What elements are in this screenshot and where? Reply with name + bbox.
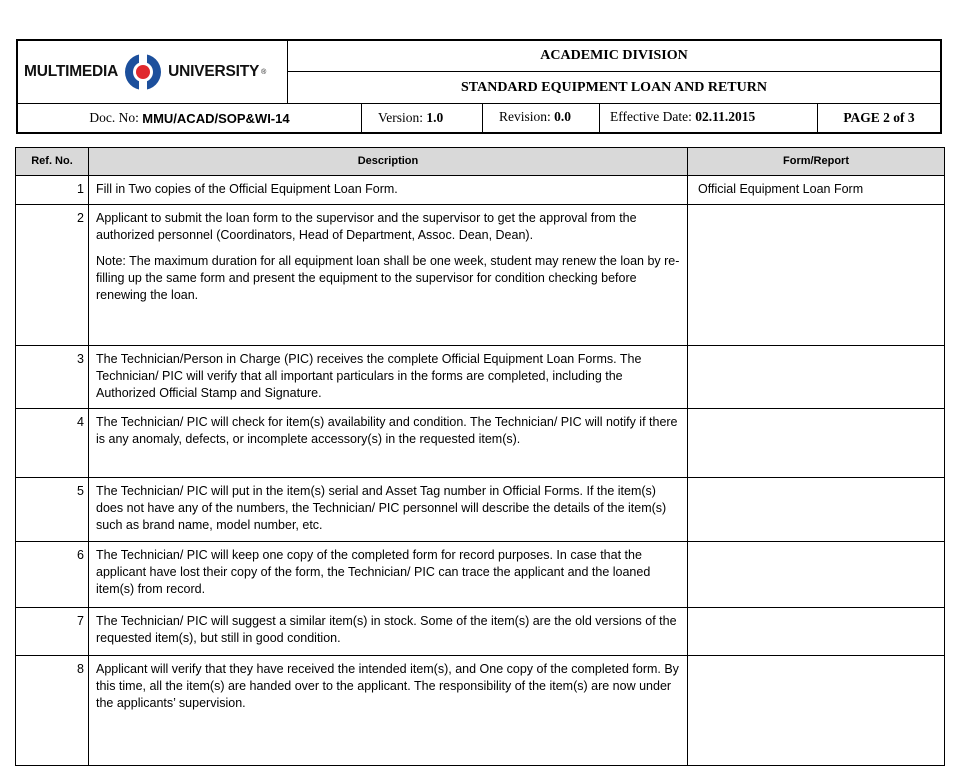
logo-text-right: UNIVERSITY (168, 63, 260, 80)
step-text: Fill in Two copies of the Official Equipment Loan Form. (96, 182, 398, 196)
description-cell (89, 478, 688, 542)
effective-date-label: Effective Date: (610, 109, 692, 124)
description-cell (89, 409, 688, 478)
step-note: Note: The maximum duration for all equipment loan shall be one week, student may renew the loan by re-filling up the same form and present the equipment to the supervisor for condition checking before renewing the loan. (96, 254, 680, 302)
effective-date-cell (599, 104, 817, 132)
table-row (16, 409, 945, 478)
ref-cell: 1 (16, 176, 89, 205)
form-cell (688, 542, 945, 608)
form-cell (688, 346, 945, 409)
ref-cell: 5 (16, 478, 89, 542)
step-text: The Technician/Person in Charge (PIC) receives the complete Official Equipment Loan Forms. The Technician/ PIC will verify that all important particulars in the forms are completed, including the Authorized Official Stamp and Signature. (96, 352, 642, 400)
effective-date-value: 02.11.2015 (695, 109, 756, 124)
university-logo (24, 51, 266, 93)
doc-number-value: MMU/ACAD/SOP&WI-14 (142, 110, 290, 126)
description-cell (89, 346, 688, 409)
description-cell (89, 176, 688, 205)
version-value: 1.0 (426, 110, 444, 125)
ref-cell: 2 (16, 205, 89, 346)
column-header-description: Description (89, 148, 688, 176)
document-header (16, 39, 942, 134)
description-cell (89, 608, 688, 656)
description-cell (89, 542, 688, 608)
table-row (16, 608, 945, 656)
form-cell (688, 478, 945, 542)
logo-text-left: MULTIMEDIA (24, 63, 119, 80)
doc-number-cell (18, 104, 361, 132)
page-number: PAGE 2 of 3 (817, 104, 940, 132)
form-cell (688, 656, 945, 766)
table-row (16, 478, 945, 542)
document-title: STANDARD EQUIPMENT LOAN AND RETURN (461, 80, 767, 95)
column-header-form: Form/Report (688, 148, 945, 176)
step-text: Applicant will verify that they have received the intended item(s), and One copy of the completed form. By this time, all the item(s) are handed over to the applicant. The responsibility of the item(s) are now under the applicants’ supervision. (96, 662, 679, 710)
procedure-table (15, 147, 945, 766)
description-cell (89, 656, 688, 766)
step-text: Applicant to submit the loan form to the supervisor and the supervisor to get the approval from the authorized personnel (Coordinators, Head of Department, Assoc. Dean, Dean). (96, 211, 637, 242)
revision-label: Revision: (499, 109, 551, 124)
ref-cell: 7 (16, 608, 89, 656)
revision-cell (482, 104, 599, 132)
ref-cell: 3 (16, 346, 89, 409)
table-row (16, 205, 945, 346)
document-meta-row (18, 103, 940, 132)
form-cell (688, 205, 945, 346)
description-cell (89, 205, 688, 346)
column-header-ref: Ref. No. (16, 148, 89, 176)
table-row (16, 176, 945, 205)
form-cell: Official Equipment Loan Form (688, 176, 945, 205)
step-text: The Technician/ PIC will suggest a similar item(s) in stock. Some of the item(s) are the old versions of the requested item(s), but still in good condition. (96, 614, 677, 645)
division-title: ACADEMIC DIVISION (288, 41, 940, 72)
ref-cell: 8 (16, 656, 89, 766)
step-text: The Technician/ PIC will check for item(s) availability and condition. The Technician/ PIC will notify if there is any anomaly, defects, or incomplete accessory(s) in the requested item(s). (96, 415, 678, 446)
form-cell (688, 409, 945, 478)
version-label: Version: (378, 110, 423, 125)
revision-value: 0.0 (554, 109, 572, 124)
table-header-row (16, 148, 945, 176)
table-row (16, 542, 945, 608)
logo-cell (18, 41, 288, 103)
form-cell (688, 608, 945, 656)
step-text: The Technician/ PIC will put in the item(s) serial and Asset Tag number in Official Forms. If the item(s) does not have any of the numbers, the Technician/ PIC personnel will describe the details of the item(s) such as brand name, model number, etc. (96, 484, 667, 532)
step-text: The Technician/ PIC will keep one copy of the completed form for record purposes. In case that the applicant have lost their copy of the form, the Technician/ PIC can trace the applicant and the loaned item(s) from record. (96, 548, 651, 596)
mmu-emblem-icon (122, 51, 164, 93)
table-row (16, 656, 945, 766)
doc-number-label: Doc. No: (89, 110, 139, 125)
registered-mark: ® (261, 68, 267, 76)
ref-cell: 4 (16, 409, 89, 478)
table-row (16, 346, 945, 409)
ref-cell: 6 (16, 542, 89, 608)
version-cell (361, 104, 482, 132)
